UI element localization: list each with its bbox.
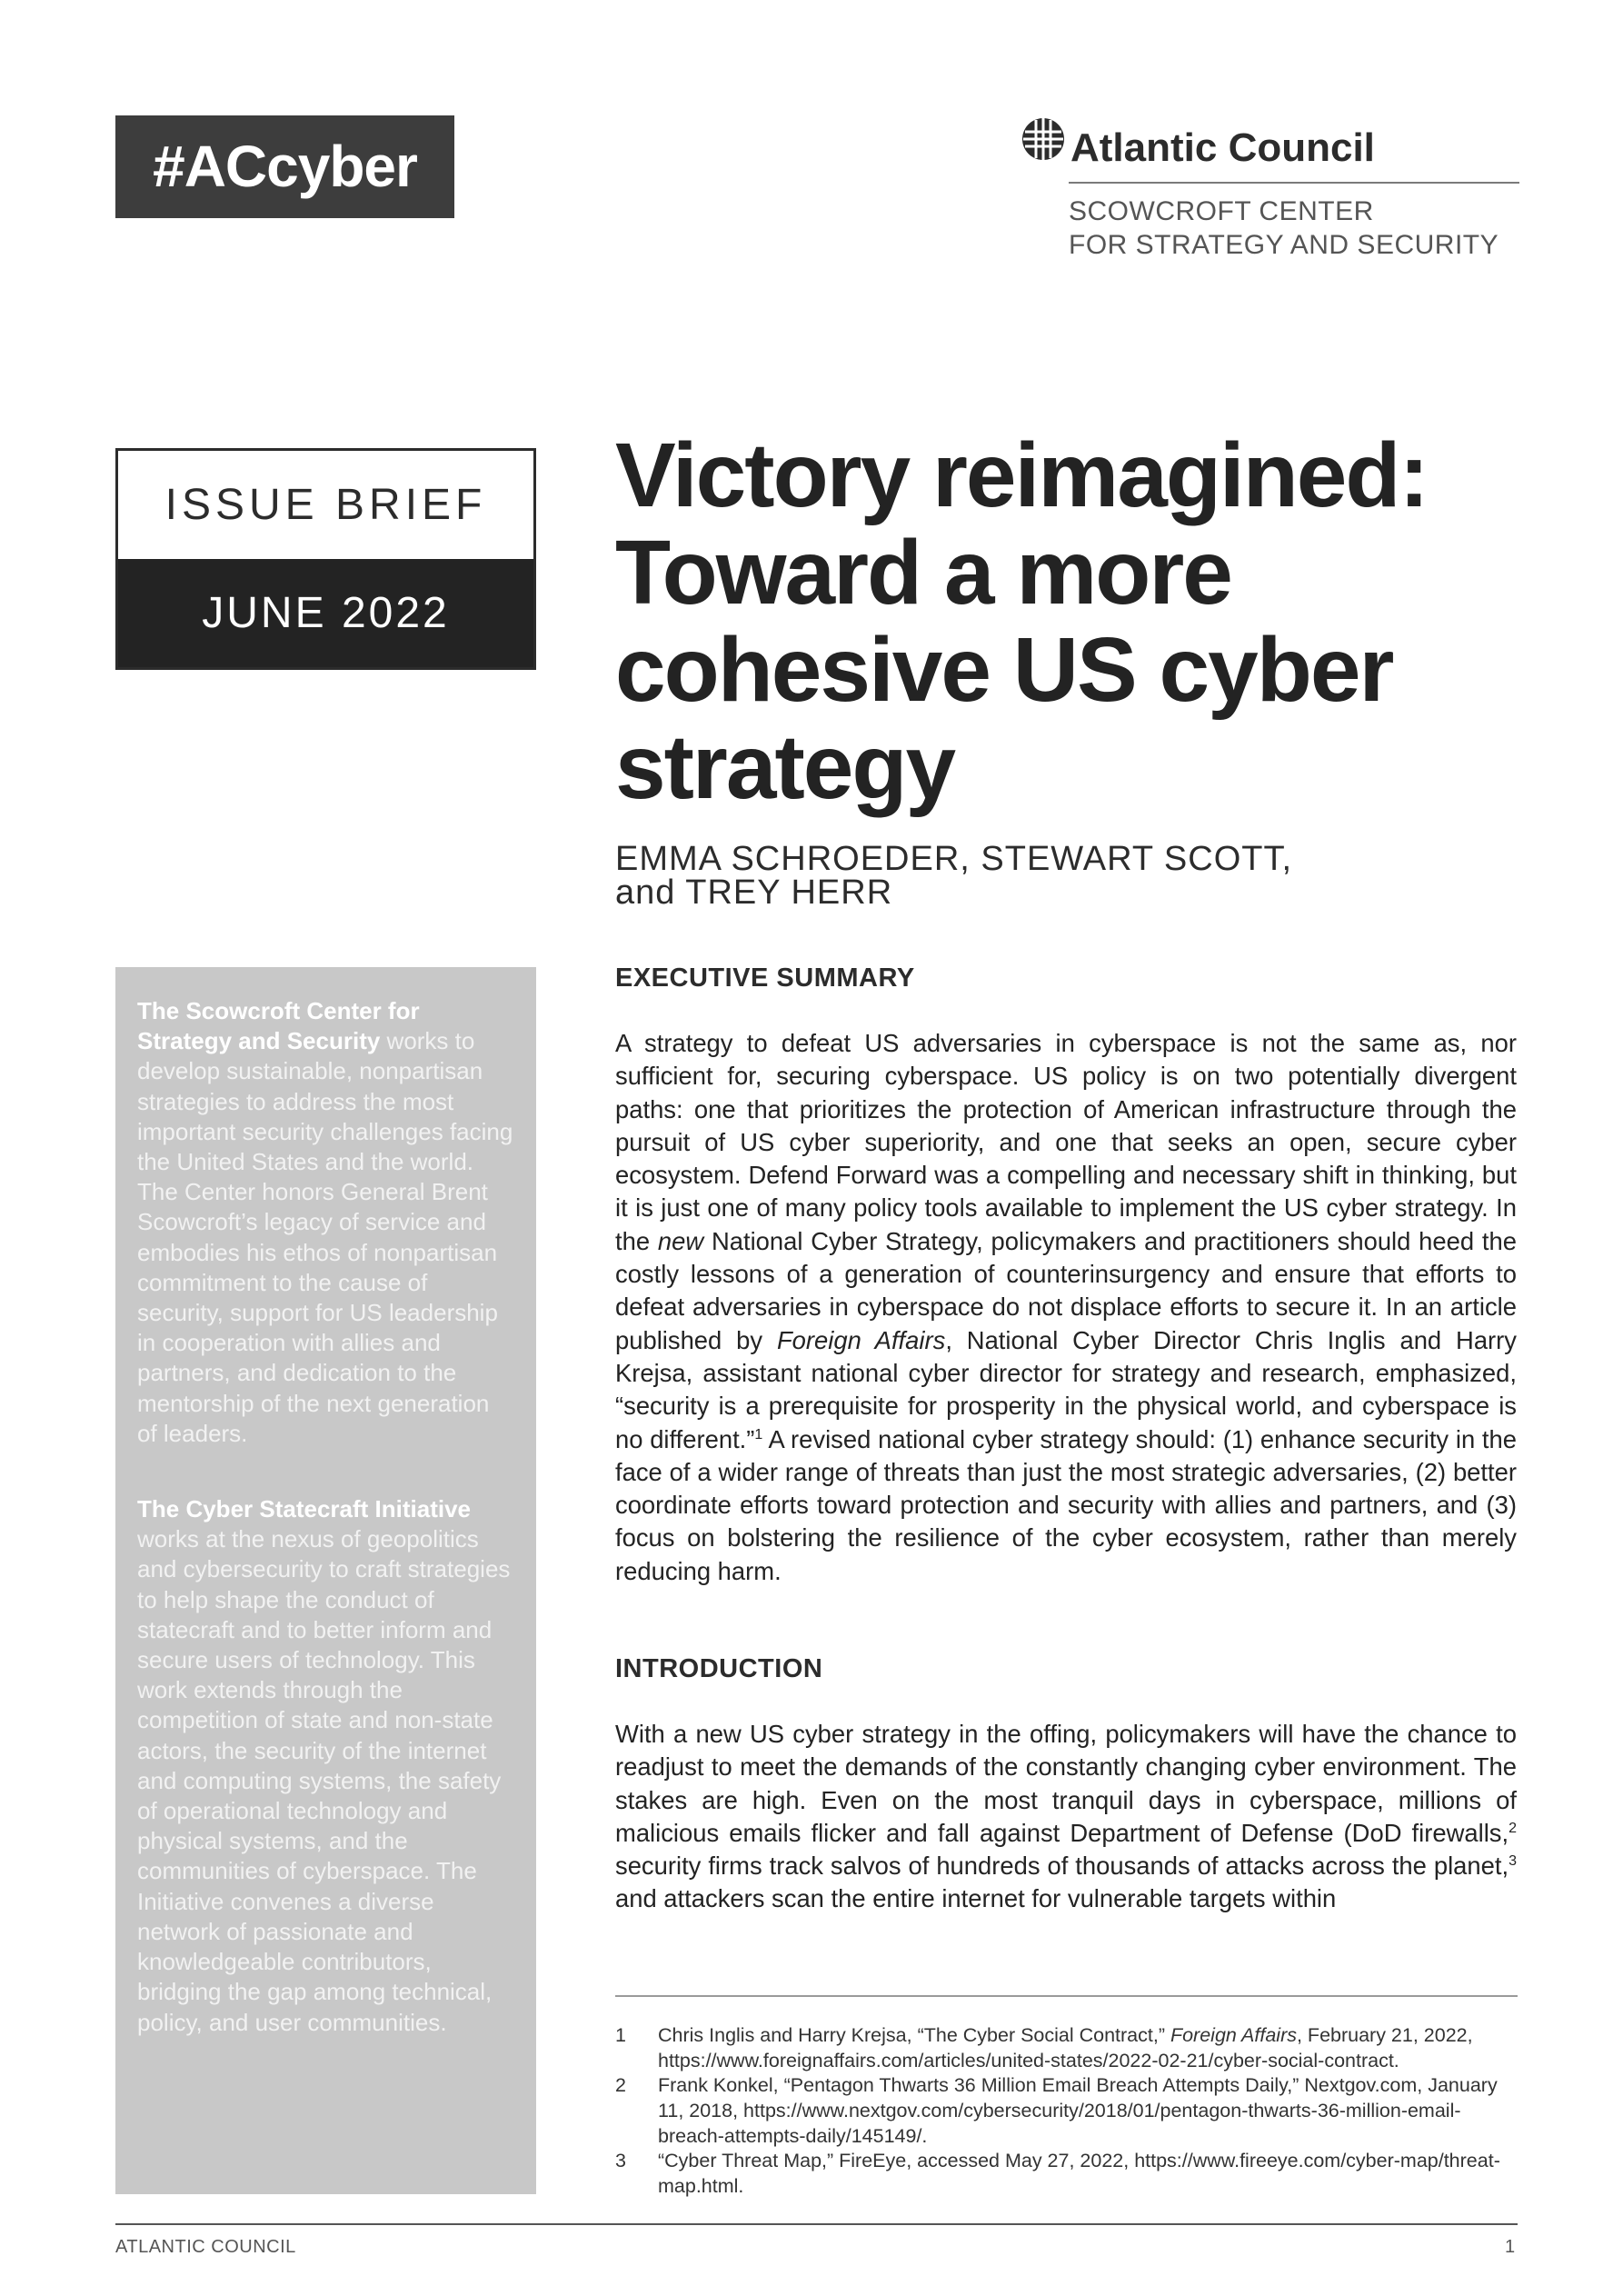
intro-text-1: With a new US cyber strategy in the offing, policymakers will have the chance to readjust to meet the demands of the constantly changing cyber environment. The stakes are high. Even on the most tranquil days in cyberspace, millions of malicious emails flicker and fall against Department of Defense (DoD firewalls,: [615, 1720, 1517, 1847]
exec-text-3: , National Cyber Director Chris Inglis and Harry Krejsa, assistant national cyber director for strategy and research, emphasized, “security is a prerequisite for prosperity in the physical world, and cyberspace is no different.”: [615, 1325, 1517, 1453]
logo-subtitle-line1: SCOWCROFT CENTER: [1069, 196, 1374, 226]
footnote-number: 3: [615, 2150, 626, 2171]
authors-line1: EMMA SCHROEDER, STEWART SCOTT,: [615, 840, 1293, 878]
footer-divider: [115, 2223, 1518, 2225]
scowcroft-name: The Scowcroft Center for Strategy and Security: [137, 997, 420, 1055]
statecraft-description: [137, 1494, 514, 2038]
footnote-1: [615, 2023, 1518, 2074]
footnote-text-b[interactable]: , February 21, 2022, https://www.foreignaffairs.com/articles/united-states/2022-02-21/cyber-social-contract.: [658, 2024, 1473, 2071]
brief-date: JUNE 2022: [118, 559, 533, 667]
logo-divider: [1069, 182, 1519, 184]
footnote-3: [615, 2149, 1518, 2200]
footnote-text[interactable]: Frank Konkel, “Pentagon Thwarts 36 Million Email Breach Attempts Daily,” Nextgov.com, January 11, 2018, https://www.nextgov.com/cybersecurity/2018/01/pentagon-thwarts-36-million-email-breach-attempts-daily/145149/.: [658, 2074, 1498, 2147]
footnote-text[interactable]: “Cyber Threat Map,” FireEye, accessed May 27, 2022, https://www.fireeye.com/cyber-map/threat-map.html.: [658, 2150, 1500, 2197]
sidebar-about: [115, 967, 536, 2194]
exec-summary-heading: EXECUTIVE SUMMARY: [615, 963, 915, 993]
exec-emphasis-new: new: [657, 1226, 704, 1255]
footnote-text: [658, 2023, 1518, 2074]
footnote-ref-2[interactable]: 2: [1508, 1820, 1517, 1836]
footnote-divider: [615, 1995, 1518, 1997]
introduction-heading: INTRODUCTION: [615, 1654, 823, 1683]
hashtag-badge: #ACcyber: [115, 115, 454, 218]
exec-text-1: A strategy to defeat US adversaries in cyberspace is not the same as, nor sufficient for, securing cyberspace. US policy is on two potentially divergent paths: one that prioritizes the protection of American infrastructure through the pursuit of US cyber superiority, and one that seeks an open, secure cyber ecosystem. Defend Forward was a compelling and necessary shift in thinking, but it is just one of many policy tools available to implement the US cyber strategy. In the: [615, 1029, 1517, 1255]
footnote-ref-1[interactable]: 1: [754, 1426, 763, 1442]
logo-wordmark: Atlantic Council: [1070, 125, 1375, 170]
intro-text-2: security firms track salvos of hundreds of thousands of attacks across the planet,: [615, 1852, 1509, 1881]
exec-text-4: A revised national cyber strategy should: (1) enhance security in the face of a wider range of threats than just the most strategic adversaries, (2) better coordinate efforts toward protection and security with allies and partners, and (3) focus on bolstering the resilience of the cyber ecosystem, rather than merely reducing harm.: [615, 1424, 1517, 1585]
issue-brief-box: [115, 448, 536, 670]
footnote-2: [615, 2073, 1518, 2149]
logo-subtitle-line2: FOR STRATEGY AND SECURITY: [1069, 230, 1499, 260]
exec-text-2: National Cyber Strategy, policymakers and practitioners should heed the costly lessons of a generation of counterinsurgency and ensure that efforts to defeat adversaries in cyberspace do not displace efforts to secure it. In an article published by: [615, 1226, 1517, 1354]
footnote-number: 1: [615, 2024, 626, 2046]
scowcroft-description: [137, 996, 514, 1449]
footnote-ref-3[interactable]: 3: [1508, 1853, 1517, 1870]
footer-org: ATLANTIC COUNCIL: [115, 2237, 296, 2257]
page-number: 1: [1505, 2237, 1516, 2257]
footnote-number: 2: [615, 2074, 626, 2096]
introduction-body: [615, 1718, 1517, 1916]
footnote-text-a: Chris Inglis and Harry Krejsa, “The Cyber Social Contract,”: [658, 2024, 1170, 2046]
authors-line2: and TREY HERR: [615, 873, 893, 912]
page-title: Victory reimagined: Toward a more cohesive US cyber strategy: [615, 424, 1428, 818]
statecraft-text: works at the nexus of geopolitics and cybersecurity to craft strategies to help shape the conduct of statecraft and to better inform and secure users of technology. This work extends through the competition of state and non-state actors, the security of the internet and computing systems, the safety of operational technology and physical systems, and the communities of cyberspace. The Initiative convenes a diverse network of passionate and knowledgeable contributors, bridging the gap among technical, policy, and user communities.: [137, 1525, 511, 2036]
globe-icon: [1020, 115, 1067, 163]
exec-emphasis-publication: Foreign Affairs: [776, 1325, 946, 1354]
footnote-emphasis: Foreign Affairs: [1170, 2024, 1297, 2046]
statecraft-name: The Cyber Statecraft Initiative: [137, 1495, 471, 1523]
exec-summary-body: [615, 1027, 1517, 1588]
scowcroft-text: works to develop sustainable, nonpartisan strategies to address the most important security challenges facing the United States and the world. The Center honors General Brent Scowcroft’s legacy of service and embodies his ethos of nonpartisan commitment to the cause of security, support for US leadership in cooperation with allies and partners, and dedication to the mentorship of the next generation of leaders.: [137, 1027, 513, 1447]
intro-text-3: and attackers scan the entire internet for vulnerable targets within: [615, 1884, 1337, 1913]
brief-type: ISSUE BRIEF: [164, 481, 487, 529]
